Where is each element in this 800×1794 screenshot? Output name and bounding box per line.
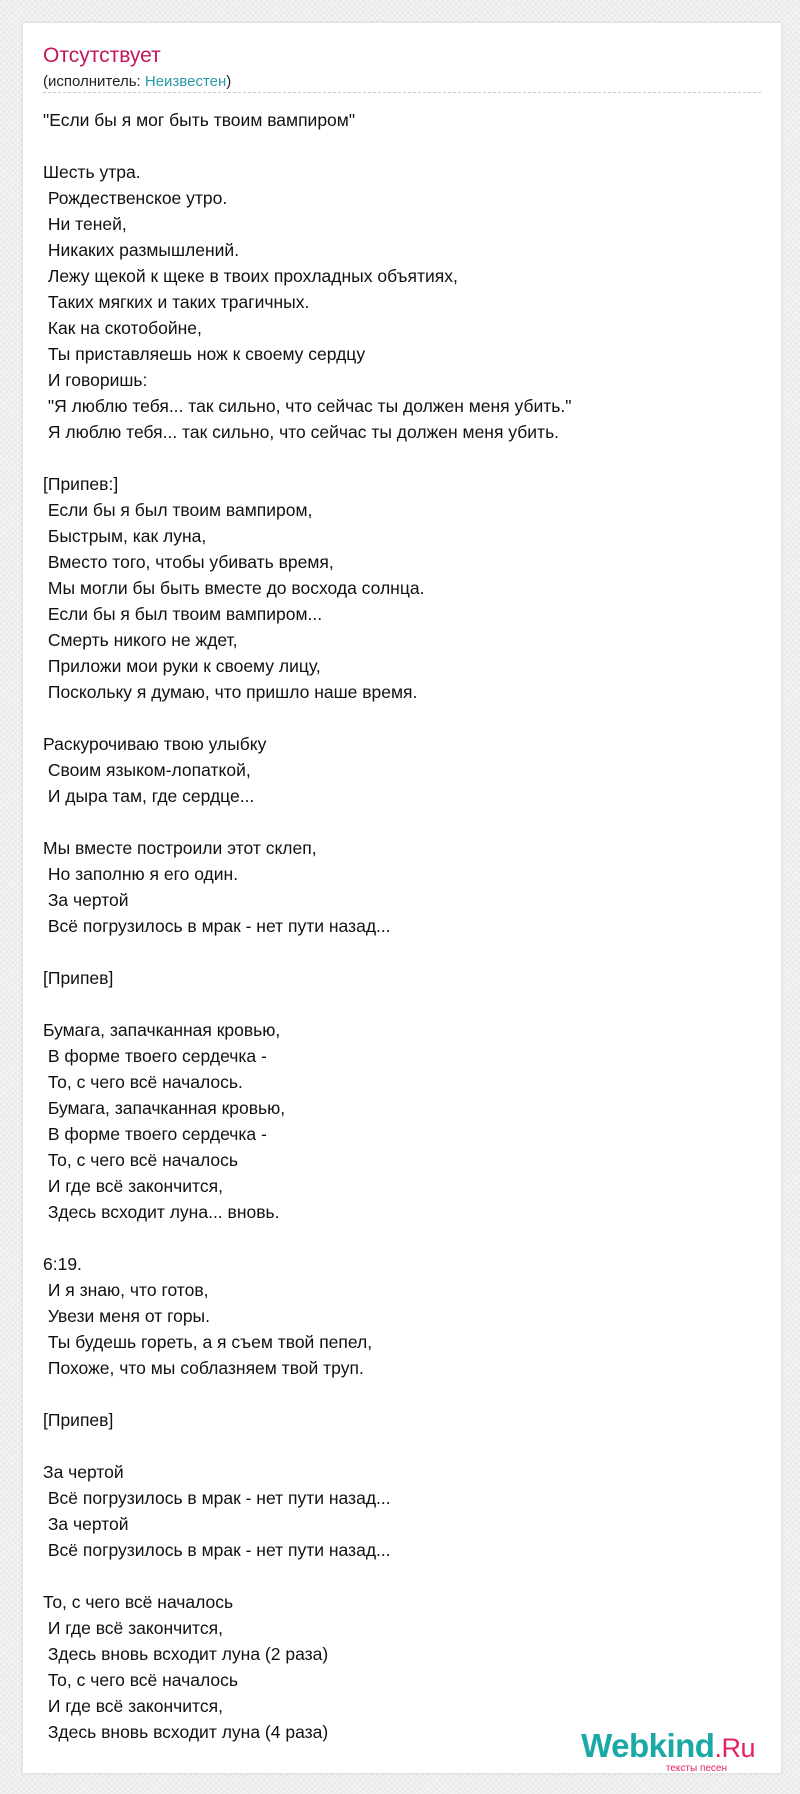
artist-line	[43, 73, 231, 91]
logo-name: Webkind	[581, 1727, 715, 1764]
artist-suffix: )	[226, 73, 232, 90]
divider	[43, 92, 761, 93]
logo-tld: .Ru	[714, 1733, 755, 1763]
artist-prefix: (исполнитель:	[43, 73, 145, 90]
lyrics-text: "Если бы я мог быть твоим вампиром" Шесть утра. Рождественское утро. Ни теней, Никаких размышлений. Лежу щекой к щеке в твоих прохладных объятиях, Таких мягких и таких трагичных. Как на скотобойне, Ты приставляешь нож к своему сердцу И говоришь: "Я люблю тебя... так сильно, что сейчас ты должен меня убить." Я люблю тебя... так сильно, что сейчас ты должен меня убить. [Припев:] Если бы я был твоим вампиром, Быстрым, как луна, Вместо того, чтобы убивать время, Мы могли бы быть вместе до восхода солнца. Если бы я был твоим вампиром... Смерть никого не ждет, Приложи мои руки к своему лицу, Поскольку я думаю, что пришло наше время. Раскурочиваю твою улыбку Своим языком-лопаткой, И дыра там, где сердце... Мы вместе построили этот склеп, Но заполню я его один. За чертой Всё погрузилось в мрак - нет пути назад... [Припев] Бумага, запачканная кровью, В форме твоего сердечка - То, с чего всё началось. Бумага, запачканная кровью, В форме твоего сердечка - То, с чего всё началось И где всё закончится, Здесь всходит луна... вновь. 6:19. И я знаю, что готов, Увези меня от горы. Ты будешь гореть, а я съем твой пепел, Похоже, что мы соблазняем твой труп. [Припев] За чертой Всё погрузилось в мрак - нет пути назад... За чертой Всё погрузилось в мрак - нет пути назад... То, с чего всё началось И где всё закончится, Здесь вновь всходит луна (2 раза) То, с чего всё началось И где всё закончится, Здесь вновь всходит луна (4 раза)	[43, 110, 572, 1742]
artist-link[interactable]: Неизвестен	[144, 73, 227, 90]
song-title: Отсутствует	[43, 44, 161, 67]
logo-tagline: тексты песен	[665, 1763, 727, 1774]
logo-wordmark	[581, 1729, 755, 1765]
site-logo[interactable]	[581, 1729, 755, 1774]
lyrics-card	[22, 22, 782, 1774]
